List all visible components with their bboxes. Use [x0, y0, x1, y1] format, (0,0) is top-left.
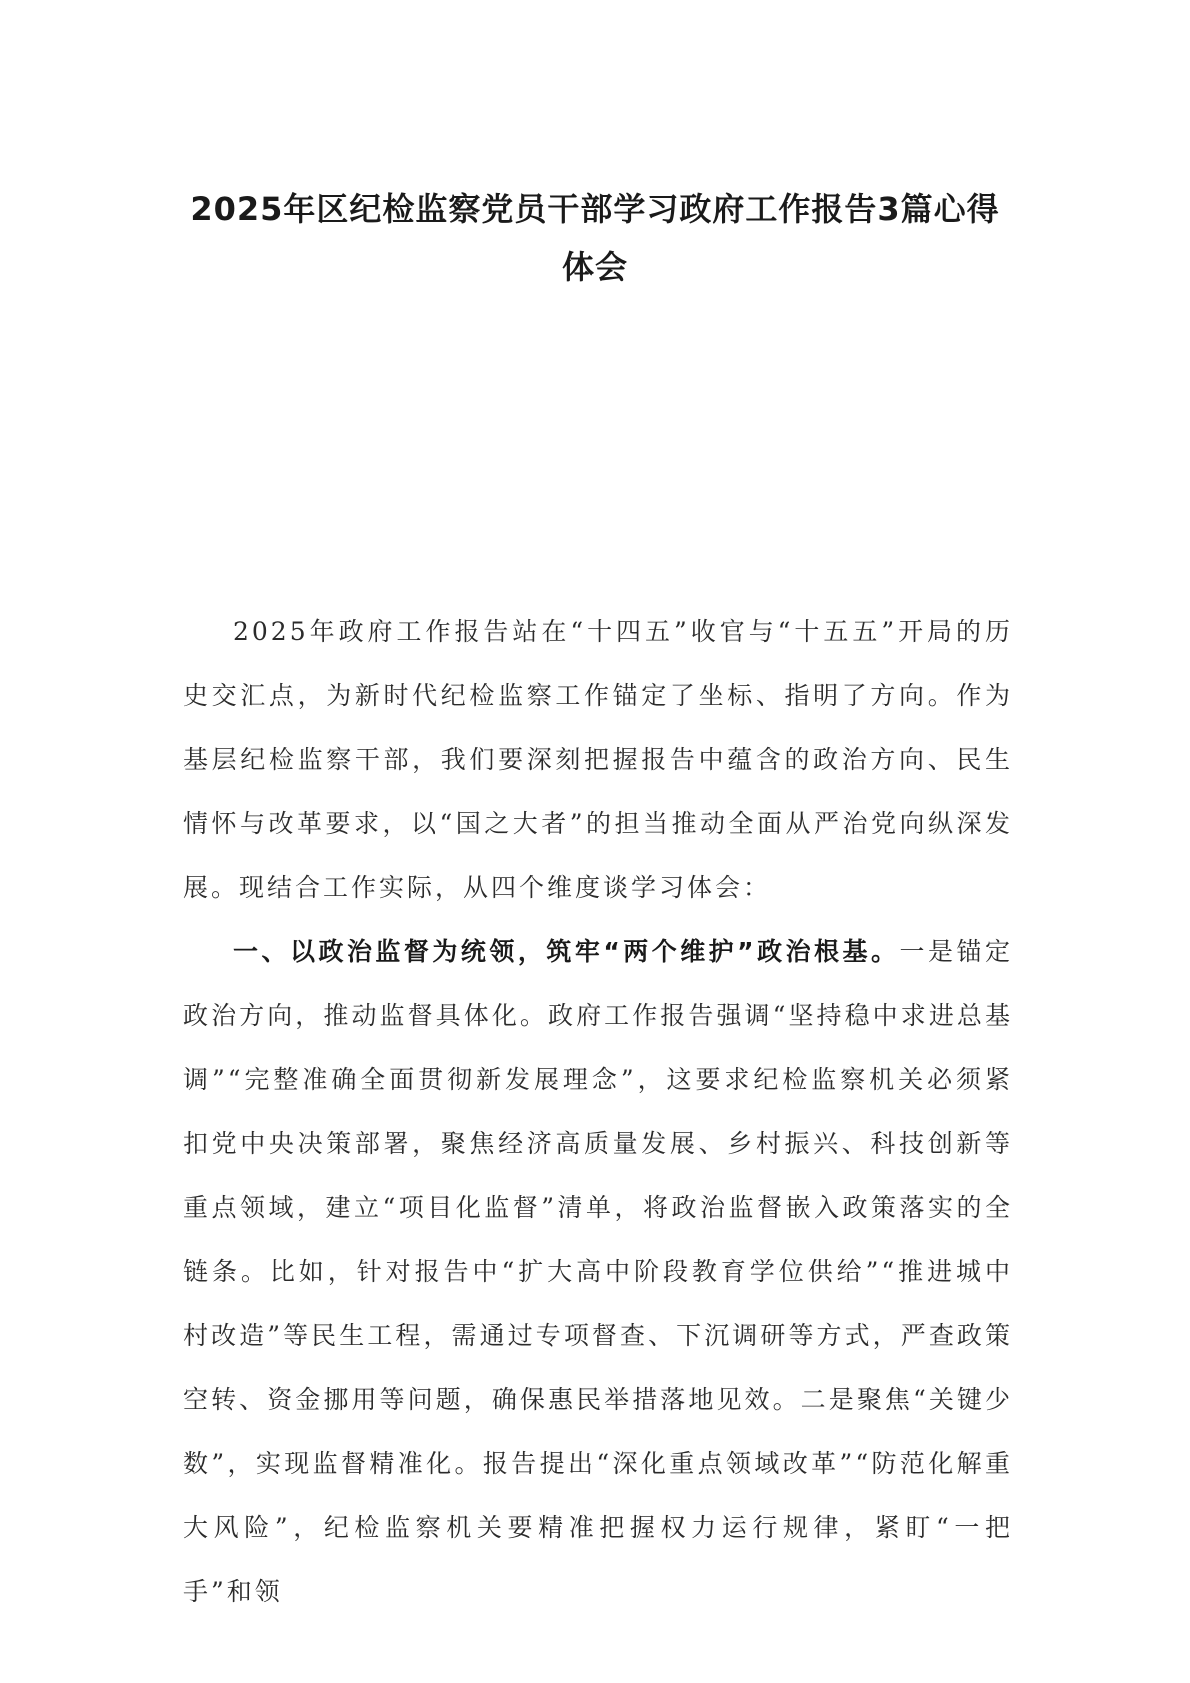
section-one-paragraph: [183, 920, 1013, 1624]
section-one-heading: 一、以政治监督为统领，筑牢“两个维护”政治根基。: [233, 937, 900, 966]
intro-paragraph-text: 2025年政府工作报告站在“十四五”收官与“十五五”开局的历史交汇点，为新时代纪检监察工作锚定了坐标、指明了方向。作为基层纪检监察干部，我们要深刻把握报告中蕴含的政治方向、民生情怀与改革要求，以“国之大者”的担当推动全面从严治党向纵深发展。现结合工作实际，从四个维度谈学习体会：: [183, 617, 1013, 902]
intro-paragraph: [183, 600, 1013, 920]
document-body: [183, 600, 1013, 1624]
section-one-text: 一是锚定政治方向，推动监督具体化。政府工作报告强调“坚持稳中求进总基调”“完整准确全面贯彻新发展理念”，这要求纪检监察机关必须紧扣党中央决策部署，聚焦经济高质量发展、乡村振兴、科技创新等重点领域，建立“项目化监督”清单，将政治监督嵌入政策落实的全链条。比如，针对报告中“扩大高中阶段教育学位供给”“推进城中村改造”等民生工程，需通过专项督查、下沉调研等方式，严查政策空转、资金挪用等问题，确保惠民举措落地见效。二是聚焦“关键少数”，实现监督精准化。报告提出“深化重点领域改革”“防范化解重大风险”，纪检监察机关要精准把握权力运行规律，紧盯“一把手”和领: [183, 937, 1013, 1606]
document-title: 2025年区纪检监察党员干部学习政府工作报告3篇心得体会: [190, 190, 1000, 286]
